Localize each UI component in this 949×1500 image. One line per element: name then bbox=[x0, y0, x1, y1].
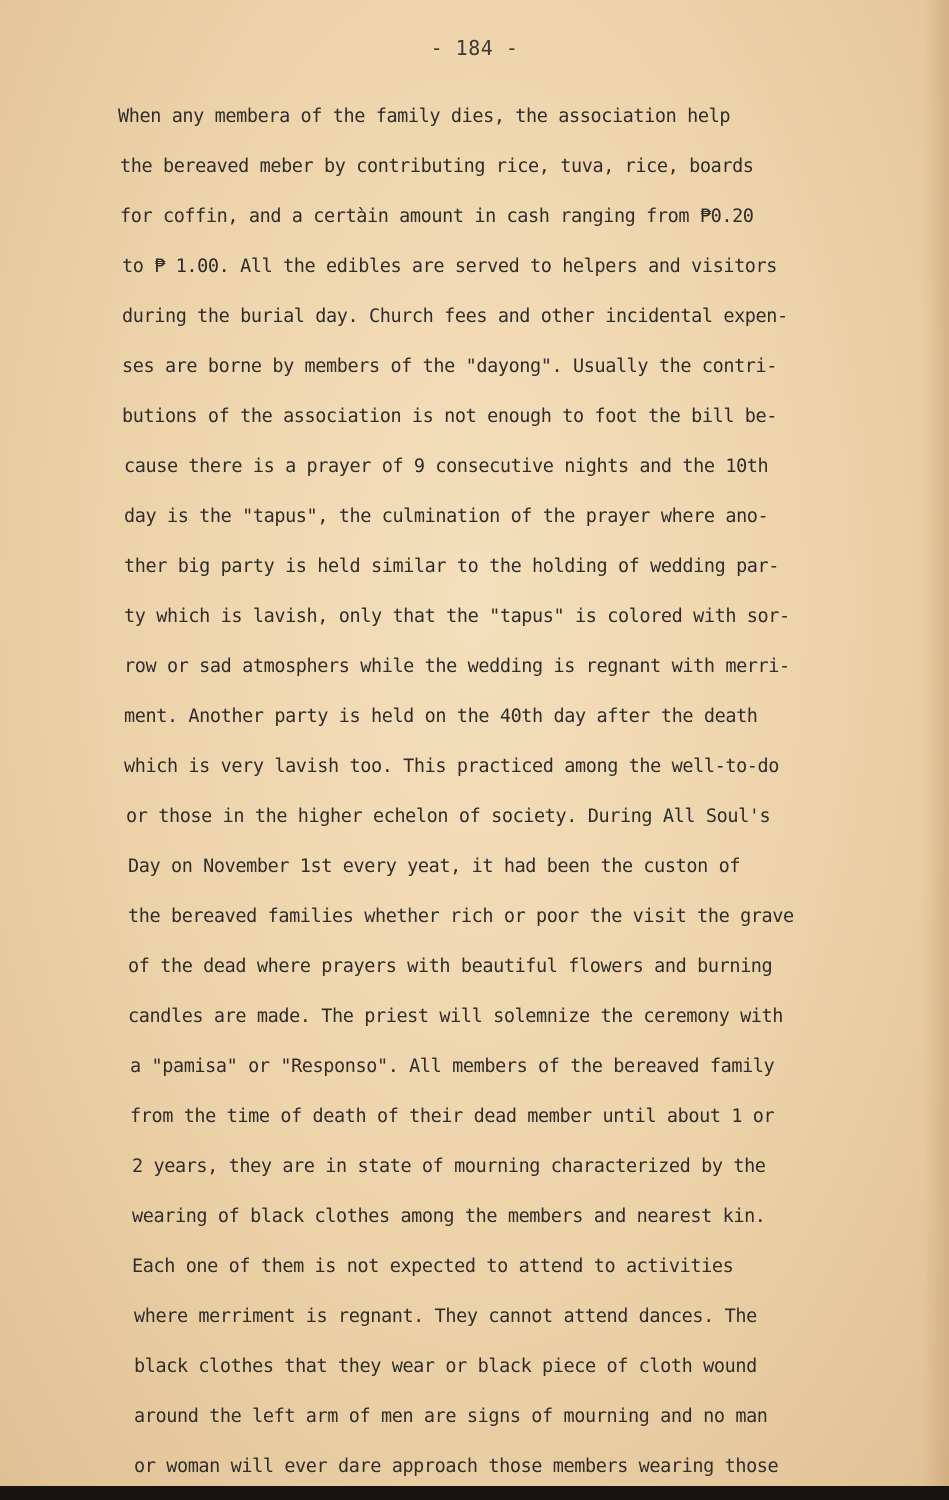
text-line: butions of the association is not enough to foot the bill be- bbox=[122, 406, 778, 427]
text-line: which is very lavish too. This practiced among the well-to-do bbox=[124, 756, 780, 777]
text-line: Day on November 1st every yeat, it had been the custon of bbox=[128, 856, 741, 877]
page-number: - 184 - bbox=[430, 36, 519, 60]
text-line: When any membera of the family dies, the association help bbox=[118, 106, 731, 127]
text-line: row or sad atmosphers while the wedding is regnant with merri- bbox=[124, 656, 790, 677]
text-line: the bereaved families whether rich or poor the visit the grave bbox=[128, 906, 794, 927]
text-line: ment. Another party is held on the 40th day after the death bbox=[124, 706, 758, 727]
text-line: for coffin, and a certàin amount in cash ranging from ₱0.20 bbox=[120, 206, 754, 227]
text-line: cause there is a prayer of 9 consecutive nights and the 10th bbox=[124, 456, 769, 477]
text-line: candles are made. The priest will solemnize the ceremony with bbox=[128, 1006, 784, 1027]
text-line: ses are borne by members of the "dayong". Usually the contri- bbox=[122, 356, 778, 377]
text-line: of the dead where prayers with beautiful flowers and burning bbox=[128, 956, 773, 977]
text-line: ther big party is held similar to the holding of wedding par- bbox=[124, 556, 780, 577]
text-line: 2 years, they are in state of mourning characterized by the bbox=[132, 1156, 766, 1177]
text-line: or woman will ever dare approach those members wearing those bbox=[134, 1456, 779, 1477]
text-line: day is the "tapus", the culmination of the prayer where ano- bbox=[124, 506, 769, 527]
text-line: a "pamisa" or "Responso". All members of the bereaved family bbox=[130, 1056, 775, 1077]
text-line: wearing of black clothes among the members and nearest kin. bbox=[132, 1206, 766, 1227]
text-line: where merriment is regnant. They cannot attend dances. The bbox=[134, 1306, 757, 1327]
text-line: the bereaved meber by contributing rice, tuva, rice, boards bbox=[120, 156, 754, 177]
text-line: ty which is lavish, only that the "tapus" is colored with sor- bbox=[124, 606, 790, 627]
text-line: from the time of death of their dead member until about 1 or bbox=[130, 1106, 775, 1127]
text-line: to ₱ 1.00. All the edibles are served to helpers and visitors bbox=[122, 256, 778, 277]
text-line: during the burial day. Church fees and other incidental expen- bbox=[122, 306, 788, 327]
text-line: black clothes that they wear or black piece of cloth wound bbox=[134, 1356, 757, 1377]
paper-edge-shadow bbox=[923, 0, 949, 1500]
text-line: Each one of them is not expected to attend to activities bbox=[132, 1256, 734, 1277]
text-line: around the left arm of men are signs of mourning and no man bbox=[134, 1406, 768, 1427]
text-line: or those in the higher echelon of society. During All Soul's bbox=[126, 806, 771, 827]
scan-bottom-edge bbox=[0, 1486, 949, 1500]
